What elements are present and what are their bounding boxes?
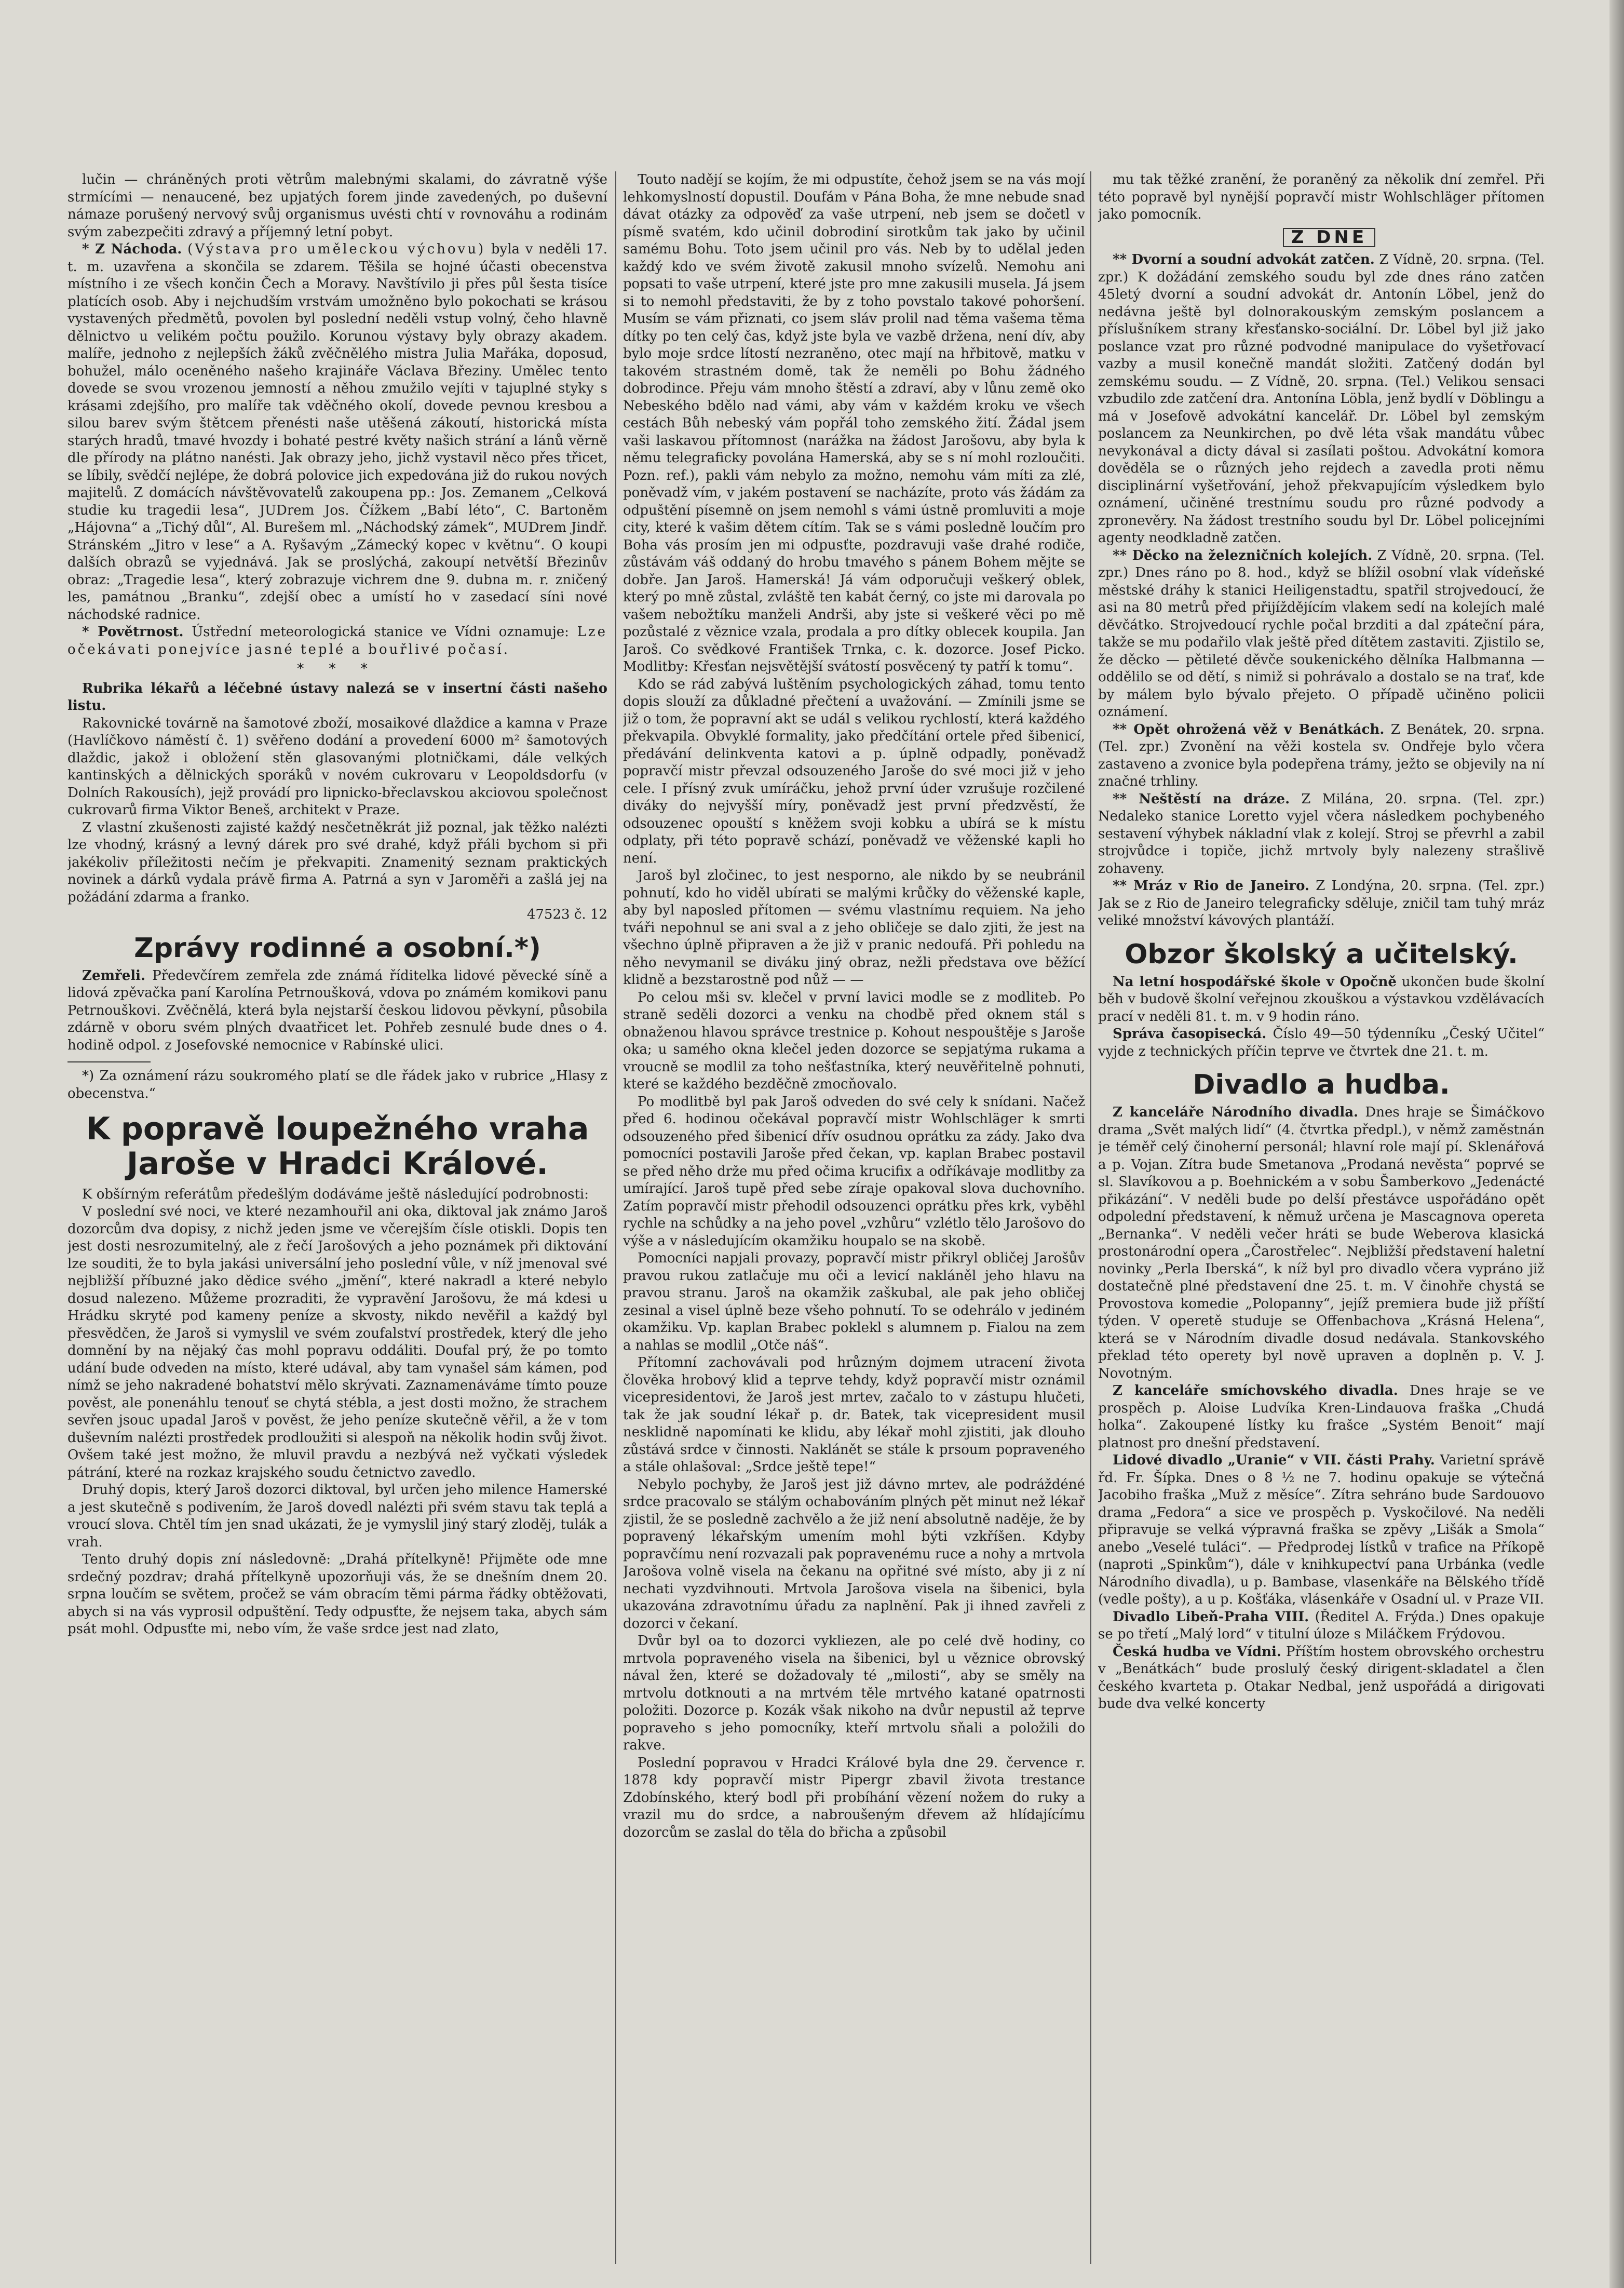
divadlo-lead: Z kanceláře Národního divadla. <box>1113 1105 1359 1121</box>
news-item <box>1098 878 1545 930</box>
news-lead: ** Děcko na železničních kolejích. <box>1113 547 1373 563</box>
news-lead: ** Opět ohrožená věž v Benátkách. <box>1113 721 1385 737</box>
column-right <box>1098 171 1545 2269</box>
news-text: Z Vídně, 20. srpna. (Tel. zpr.) K dožádání zemského soudu byl zde dnes ráno zatčen 45letý dvorní a soudní advokát dr. Antonín Löbel, jenž do nedávna ještě byl dolnorakouským zemským poslancem a příslušníkem strany křesťansko-sociální. Dr. Löbel byl již jako poslance vzat pro různé podvodné manipulace do vyšetřovací vazby a musil konečně mandát složiti. Zatčený dodán byl zemskému soudu. — Z Vídně, 20. srpna. (Tel.) Velikou sensaci vzbudilo zde zatčení dra. Antonína Löbla, jenž bydlí v Döblingu a má v Josefově advokátní kancelář. Dr. Löbel byl zemským poslancem za Neunkirchen, po dvě léta však mandátu vůbec nevykonával a dicty dával si zasílati poštou. Advokátní komora dověděla se o různých jeho rejdech a zavedla proti němu disciplinární vyšetřování, jehož překvapujícím výsledkem bylo oznámení, učiněné trestnímu soudu pro různé podvody a zpronevěry. Na žádost trestního soudu byl Dr. Löbel policejními agenty neodkladně zatčen. <box>1098 252 1545 546</box>
nachod-title: (Výstava pro uměleckou výchovu) <box>187 241 486 257</box>
news-lead: ** Mráz v Rio de Janeiro. <box>1113 878 1310 894</box>
zkusenost-reference: 47523 č. 12 <box>526 907 607 922</box>
jaros-paragraph: Po celou mši sv. klečel v první lavici modle se z modliteb. Po straně seděli dozorci a venku na chodbě před oknem stál s obnaženou hlavou správce trestnice p. Kohout nespouštěje s Jaroše oka; u samého okna klečel jeden dozorce se sepjatýma rukama a vroucně se modlil za toho nešťastníka, který neuvěřitelně pohnuti, které se každého bezděčně zmocňovalo. <box>623 989 1085 1092</box>
column-rule <box>1090 171 1091 2264</box>
jaros-paragraph: Druhý dopis, který Jaroš dozorci diktoval, byl určen jeho milence Hamerské a jest skutečně s podivením, že Jaroš dovedl nalézti při svém stavu tak teplá a vroucí slova. Chtěl tím jen snad ukázati, že je vymyslil jiný starý zloděj, tulák a vrah. <box>67 1482 607 1550</box>
rubrika-notice: Rubrika lékařů a léčebné ústavy nalezá se v insertní části našeho listu. <box>67 680 607 714</box>
jaros-paragraph: Přítomní zachovávali pod hrůzným dojmem utracení života člověka hrobový klid a teprve tehdy, když popravčí mistr oznámil vicepresidentovi, že Jaroš jest mrtev, začalo to v zástupu hlučeti, tak že jak soudní lékař p. dr. Batek, tak vicepresident musil nesklidně napomínati ke klidu, aby lékař mohl zjistiti, jak dlouho zůstává srdce v činnosti. Naklánět se stále k prsoum popraveného a stále ohlašoval: „Srdce ještě tepe!“ <box>623 1355 1085 1475</box>
divadlo-item <box>1098 1104 1545 1382</box>
news-item <box>1098 721 1545 791</box>
divadlo-lead: Česká hudba ve Vídni. <box>1113 1644 1281 1660</box>
jaros-paragraph: Nebylo pochyby, že Jaroš jest již dávno mrtev, ale podráždéné srdce pracovalo se stálým ochabováním plných pět minut než lékař zjistil, že se posledně zachvělo a že již není absolutně naděje, že by popravený lékařským umením mohl býti vzkříšen. Kdyby popravčímu není rozvazali pak popravenému ruce a nohy a mrtvola Jarošova volně visela na čekanu na opřitné své místo, aby ji z ní nechati vyzdvihnouti. Mrtvola Jarošova visela na šibenici, byla ukazována zdravotnímu úřadu za naplnění. Pak ji ihned zavřeli z dozorci v čekaní. <box>623 1476 1085 1632</box>
divadlo-item <box>1098 1644 1545 1713</box>
divadlo-text: Dnes hraje se Šimáčkovo drama „Svět malých lidí“ (4. čtvrtka předpl.), v němž zaměstnán je téměř celý činoherní personál; hlavní role mají pí. Sklenářová a p. Vojan. Zítra bude Smetanova „Prodaná nevěsta“ poprvé se sl. Slavíkovou a p. Boehnickém a v sobu Šamberkovo „Jedenácté přikázání“. V neděli bude po delší přestávce uspořádáno opět odpolední představení, k němuž určena je Mascagnova opereta „Bernanka“. V neděli večer hráti se bude Weberova klasická prostonárodní opera „Čarostřelec“. Nejbližší představení haletní novinky „Perla Iberská“, k níž byl pro divadlo včera vypráno již dostatečně plné představení dne 25. t. m. V činohře chystá se Provostova komedie „Polopanny“, jejíž premiera bude již příští týden. V operetě studuje se Offenbachova „Krásná Helena“, která se v Národním divadle dosud nedávala. Stankovského překlad této operety byl nově upraven a doplněn p. V. J. Novotným. <box>1098 1105 1545 1381</box>
obzor-lead: Správa časopisecká. <box>1113 1026 1267 1042</box>
zpravy-heading: Zprávy rodinné a osobní.*) <box>134 932 541 964</box>
rakovnik-notice: Rakovnické továrně na šamotové zboží, mosaikové dlaždice a kamna v Praze (Havlíčkovo náměstí č. 1) svěřeno dodání a provedení 6000 m² šamotových dlaždic, jakož i obložení stěn glasovanými plotničkami, dále velkých kantinských a dělnických sporáků v novém cukrovaru v Leopoldsdorfu (v Dolních Rakousích), jejž provádí pro lipnicko-břeclavskou akciovou společnost cukrovarů firma Viktor Beneš, architekt v Praze. <box>67 715 607 818</box>
divadlo-lead: Z kanceláře smíchovského divadla. <box>1113 1383 1398 1399</box>
divadlo-item <box>1098 1452 1545 1609</box>
divadlo-text: Dnes hraje se ve prospěch p. Aloise Ludvíka Kren-Lindauova fraška „Chudá holka“. Zakoupené lístky ku frašce „Systém Benoit“ mají platnost pro dnešní představení. <box>1098 1383 1545 1451</box>
divadlo-item <box>1098 1609 1545 1644</box>
zpravy-footnote: *) Za oznámení rázu soukromého platí se dle řádek jako v rubrice „Hlasy z obecenstva.“ <box>67 1068 607 1101</box>
obzor-lead: Na letní hospodářské škole v Opočně <box>1113 974 1397 990</box>
nachod-lead: * Z Náchoda. <box>82 241 182 257</box>
divadlo-text: Příštím hostem obrovského orchestru v „Benátkách“ bude proslulý český dirigent-skladatel a člen českého kvarteta p. Otakar Nedbal, jenž uspořádá a dirigovati bude dva velké koncerty <box>1098 1644 1545 1712</box>
news-item <box>1098 791 1545 878</box>
divadlo-item <box>1098 1382 1545 1452</box>
zkusenost-notice: Z vlastní zkušenosti zajisté každý nesčetněkrát již poznal, jak těžko nalézti lze vhodný, krásný a levný dárek pro své drahé, když přáli bychom si při jakékoliv příležitosti nečím je překvapiti. Znamenitý seznam praktických novinek a dárků vydala právě firma A. Patrná a syn v Jaroměři a zašlá jej na požádání zdarma a franko. <box>67 819 607 905</box>
divadlo-lead: Lidové divadlo „Uranie“ v VII. části Prahy. <box>1113 1452 1435 1469</box>
jaros-paragraph: V poslední své noci, ve které nezamhouřil ani oka, diktoval jak známo Jaroš dozorcům dva dopisy, z nichž jeden jsme ve včerejším čísle otiskli. Dopis ten jest dosti nesrozumitelný, ale z řečí Jarošových a jeho poznámek při diktování lze souditi, že to byla jakási universální jeho poslední vůle, v níž jmenoval své nejbližší příbuzné jako dědice svého „jmění“, které nakradl a které nebylo dosud nalezeno. Můžeme prozraditi, že vypravění Jarošovu, že má kdesi u Hrádku skryté pod kameny peníze a skvosty, nikdo nevěřil a každý byl přesvědčen, že Jaroš si vymyslil ve svém zoufalství prostředek, který dle jeho domnění by na nějaký čas mohl popravu oddáliti. Doufal prý, že po tomto udání bude odveden na místo, které udával, aby tam vynašel sám kámen, pod nímž se jeho nakradené bohatství mělo skrývati. Zaznamenáváme tímto pouze pověst, ale ponenáhlu tenouť se chytá stébla, a jest dosti možno, že strachem sevřen jsouc upadal Jaroš v pověst, že jeho peníze skutečně věřil, a že v tom duševním nalézti prostředek prodloužiti si alespoň na několik hodin svůj život. Ovšem také jest možno, že mluvil pravdu a nezbývá než vyčkati výsledek pátrání, které na rozkaz krajského soudu četnictvo zavedlo. <box>67 1204 607 1481</box>
column-left <box>67 171 607 2269</box>
nachod-text: byla v neděli 17. t. m. uzavřena a skončila se zdarem. Těšila se hojné účasti obecenstva místního i ze všech končin Čech a Moravy. Navštívilo ji přes půl šesta tisíce platících osob. Aby i nejchudším vrstvám umožněno bylo pokochati se krásou vystavených předmětů, povolen byl poslední neděli vstup volný, čeho hlavně dělnictvo u velikém počtu použilo. Korunou výstavy byly obrazy akadem. malíře, jednoho z nejlepších žáků zvěčnělého mistra Julia Mařáka, doposud, bohužel, málo oceněného našeho krajináře Václava Březiny. Umělec tento dovede se svou vrozenou jemností a něhou zmužilo vejíti v tajuplné styky s krásami zdejšího, pro malíře tak vděčného okolí, dovede pevnou kresbou a silou barev svým štětcem přenésti naše utěšená zákoutí, historická místa starých hradů, tmavé hvozdy i bohaté pestré květy našich strání a lánů věrně dle přírody na plátno nanésti. Jak obrazy jeho, jichž vystavil něco přes třicet, se líbily, svědčí nejlépe, že dobrá polovice jich expedována již do rukou nových majitelů. Z domácích návštěvovatelů zakoupena pp.: Jos. Zemanem „Celková studie ku tragedii lesa“, JUDrem Jos. Čížkem „Babí léto“, C. Bartoněm „Hájovna“ a „Tichý důl“, Al. Burešem ml. „Náchodský zámek“, MUDrem Jindř. Stránském „Jitro v lese“ a A. Ryšavým „Zámecký kopec v květnu“. O koupi dalších obrazů se vyjednává. Jak se proslýchá, zakoupí netvětší Březinův obraz: „Tragedie lesa“, který zobrazuje vichrem dne 9. dubna m. r. zničený les, památnou „Branku“, zdejší obec a umístí ho v zasedací síni nové náchodské radnice. <box>67 241 607 623</box>
weather-forecast: Lze očekávati ponejvíce jasné teplé a bouřlivé počasí. <box>67 624 607 657</box>
divadlo-heading: Divadlo a hudba. <box>1193 1069 1450 1101</box>
date-bar-wrap <box>1098 224 1545 252</box>
obzor-item <box>1098 1026 1545 1060</box>
jaros-paragraph: Jaroš byl zločinec, to jest nesporno, ale nikdo by se neubránil pohnutí, kdo ho viděl ubírati se malými krůčky do věženské kaple, aby byl naposled přítomen — svému vlastnímu requiem. Na jeho tváři nepohnul se ani sval a z jeho obličeje se dalo zjiti, že jest na všechno úplně připraven a že již v pranic nedoufá. Při pohledu na něho nevymanil se diváku jiný obraz, nežli představa ove běžící klidně a bezstarostně pod nůž — — <box>623 868 1085 988</box>
divadlo-text: Varietní správě řd. Fr. Šípka. Dnes o 8 ½ ne 7. hodinu opakuje se výtečná Jacobiho fraška „Muž z měsíce“. Zítra sehráno bude Sardouovo drama „Fedora“ a sice ve prospěch p. Vyskočilové. Na neděli připravuje se velká výpravná fraška se zpěvy „Lišák a Smola“ anebo „Veselé tuláci“. — Předprodej lístků v trafice na Příkopě (naproti „Spinkům“), dále v knihkupectví pana Urbánka (vedle Národního divadla), u p. Bambase, vlasenkáře na Bělského třídě (vedle pošty), a u p. Košťáka, vlásenkáře v Osadní ul. v Praze VII. <box>1098 1452 1545 1608</box>
divadlo-text: (Ředitel A. Frýda.) Dnes opakuje se po třetí „Malý lord“ v titulní úloze s Miláčkem Frýdovou. <box>1098 1609 1545 1643</box>
nachod-article <box>67 241 607 624</box>
jaros-paragraph: Dvůr byl oa to dozorci vykliezen, ale po celé dvě hodiny, co mrtvola popraveného visela na šibenici, byl u věznice obrovský nával žen, které se dožadovaly té „milosti“, aby se směly na mrtvolu dotknouti a na mrtvém těle mrtvého katané opatrnosti položiti. Dozorce p. Kozák však nikoho na dvůr nepustil až teprve popraveho s jeho pomocníky, kteří mrtvolu sňali a položili do rakve. <box>623 1633 1085 1753</box>
jaros-continuation: mu tak těžké zranění, že poraněný za několik dní zemřel. Při této popravě byl nynější popravčí mistr Wohlschläger přítomen jako pomocník. <box>1098 172 1545 222</box>
weather-article <box>67 624 607 658</box>
jaros-letter: Touto nadějí se kojím, že mi odpustíte, čehož jsem se na vás mojí lehkomyslností dopustil. Doufám v Pána Boha, že mne nebude snad dávat otázky za odpověď za vaše utrpení, neb jsem se dočetl v písmě svatém, kdo učinil dobrodiní sirotkům tak jako by učinil samému Bohu. Toto jsem učinil pro vás. Neb by to udělal jeden každý kdo ve svém životě zakusil mnoho svízelů. Nemohu ani popsati to vaše utrpení, které jste pro mne zakusili musela. Já jsem si to nemohl představiti, že by z toho povstalo takové pohoršení. Musím se vám přiznati, co jsem sláv prolil nad těma vašema těma dítky po ten celý čas, když jste byla ve vazbě držena, není dív, aby bylo moje srdce lítostí nezraněno, otec mají na hřbitově, matku v takovém strastném domě, tak že neměli po Bohu žádného dobrodince. Přeju vám mnoho štěstí a zdraví, aby v lůnu země oko Nebeského bdělo nad vámi, aby vám v každém kroku ve všech cestách Bůh nebeský vám popřál toho zemského žití. Žádal jsem vaši laskavou přítomnost (narážka na žádost Jarošovu, aby byla k němu telegraficky povolána Hamerská, aby se s ní mohl rozloučiti. Pozn. ref.), pakli vám nebylo za možno, nemohu vám míti za zlé, poněvadž vím, v jakém postavení se nacházíte, proto vás žádám za odpuštění písemně on jsem nemohl s vámi ústně promluviti a moje city, které k vašim dětem cítím. Tak se s vámi posledně loučím pro Boha vás prosím jen mi odpusťte, pozdravuji vaše drahé rodiče, zůstávám váš oddaný do hrobu tmavého s pánem Bohem mějte se dobře. Jan Jaroš. Hamerská! Já vám odporučuji veškerý oblek, který po mně zůstal, zvláště ten kabát černý, co jste mi darovala po vašem nebožtíku manželi Andrši, aby jste si veškeré věci po mě pozůstalé z věznice vzala, prodala a pro dítky oblecek koupila. Jan Jaroš. Co svědkové František Trnka, c. k. dozorce. Josef Picko. Modlitby: Křesťan nejsvětější svátostí posvěcený ty patří k tomu“. <box>623 172 1085 675</box>
news-lead: ** Dvorní a soudní advokát zatčen. <box>1113 252 1375 267</box>
jaros-paragraph: Tento druhý dopis zní následovně: „Drahá přítelkyně! Přijměte ode mne srdečný pozdrav; drahá přítelkyně upozorňuji vás, že se dnešním dnem 20. srpna loučím se světem, pročež se vám obracím těmi párma řádky obtěžovati, abych si na vás vyprosil odpuštění. Tedy odpusťte, že nejsem taka, abych sám psát mohl. Odpusťte mi, nebo vím, že vaše srdce jest nad zlato, <box>67 1552 607 1637</box>
footnote-rule <box>67 1061 151 1062</box>
intro-paragraph: lučin — chráněných proti větrům malebnými skalami, do závratně výše strmícími — nenaucené, bez upjatých forem jinde zavedených, po duševní námaze porušený nervový svůj organismus uvésti chtí v rovnováhu a rodinám svým zabezpečiti zdravý a příjemný letní pobyt. <box>67 172 607 240</box>
dne-heading: Z DNE <box>1283 228 1375 248</box>
jaros-intro: K obšírným referátům předešlým dodáváme ještě následující podrobnosti: <box>82 1186 589 1202</box>
news-text: Z Milána, 20. srpna. (Tel. zpr.) Nedaleko stanice Loretto vyjel včera následkem pochybeného sestavení výhybek nákladní vlak z kolejí. Stroj se převrhl a zabil strojvůdce i topiče, jichž mrtvoly byly nalezeny strašlivě zohaveny. <box>1098 791 1545 877</box>
jaros-paragraph: Kdo se rád zabývá luštěním psychologických záhad, tomu tento dopis slouží za důkladné přečtení a uvažování. — Zmínili jsme se již o tom, že popravní akt se udál s velikou rychlostí, která každého překvapila. Obvyklé formality, jako předčítání ortele před šibenicí, předávání delinkventa katovi a p. úplně odpadly, poněvadž popravčí mistr převzal odsouzeného Jaroše do své moci již v jeho cele. I přísný zvuk umíráčku, jehož první úder vzrušuje rozčilené diváky do nejvyšší míry, poněvadž jest první předzvěstí, že odsouzenec opouští s kněžem svoji kobku a ubírá se k místu odplaty, při této popravě schází, poněvadž ve věženské kapli ho není. <box>623 676 1085 866</box>
column-middle <box>623 171 1085 2269</box>
news-text: Z Londýna, 20. srpna. (Tel. zpr.) Jak se z Rio de Janeiro telegraficky sděluje, zničil tam tuhý mráz veliké množství kávových plantáží. <box>1098 878 1545 928</box>
news-lead: ** Neštěstí na dráze. <box>1113 791 1290 807</box>
zpravy-article <box>67 967 607 1055</box>
obzor-heading: Obzor školský a učitelský. <box>1125 938 1518 970</box>
news-item <box>1098 251 1545 547</box>
news-text: Z Benátek, 20. srpna. (Tel. zpr.) Zvonění na věži kostela sv. Ondřeje bylo včera zastaveno a zvonice byla podepřena trámy, ježto se objevily na ní značné trhliny. <box>1098 721 1545 789</box>
obzor-text: Číslo 49—50 týdenníku „Český Učitel“ vyjde z technických příčin teprve ve čtvrtek dne 21. t. m. <box>1098 1026 1545 1059</box>
jaros-paragraph: Poslední popravou v Hradci Králové byla dne 29. července r. 1878 kdy popravčí mistr Pipergr zbavil života trestance Zdobínského, který bodl při probíhání vězení nožem do ruky a vrazil mu do srdce, a nabroušeným dřevem až hlídajícímu dozorcům se zaslal do těla do břicha a způsobil <box>623 1755 1085 1840</box>
jaros-heading: K popravě loupežného vraha Jaroše v Hradci Králové. <box>86 1111 589 1182</box>
divadlo-lead: Divadlo Libeň-Praha VIII. <box>1113 1609 1309 1625</box>
weather-lead: * Povětrnost. <box>82 624 184 640</box>
obzor-item <box>1098 974 1545 1026</box>
news-text: Z Vídně, 20. srpna. (Tel. zpr.) Dnes ráno po 8. hod., když se blížil osobní vlak vídeňské městské dráhy k stanici Heiligenstadtu, spatřil strojvedoucí, že asi na 80 metrů před přijíždějícím vlakem sedí na kolejích malé děvčátko. Strojvedoucí rychle počal brzditi a dal zpáteční pára, takže se mu podařilo vlak ještě před dítětem zastaviti. Zjistilo se, že děcko — pětileté děvče soukenického dělníka Halbmanna — oddělilo se od dětí, s nimiž si pohrávalo a dostalo se na trať, kde by málem bylo bývalo přejeto. O případě učiněno policii oznámení. <box>1098 547 1545 720</box>
column-rule <box>615 171 616 2264</box>
jaros-paragraph: Po modlitbě byl pak Jaroš odveden do své cely k snídani. Načež před 6. hodinou očekával popravčí mistr Wohlschläger k smrti odsouzeného před šibenicí dřív osudnou oprátku za zády. Jako dva pomocníci postavili Jaroše před čekan, vp. kaplan Brabec postavil se před něho drže mu před očima krucifix a odříkávaje modlitby za umírající. Jaroš tupě před sebe zíraje opakoval slova duchovního. Zatím popravčí mistr přehodil odsouzenci oprátku přes krk, vyběhl rychle na schůdky a na jeho povel „vzhůru“ vzlétlo tělo Jarošovo do výše a v následujícím okamžiku houpalo se na skobě. <box>623 1094 1085 1249</box>
section-divider: * * * <box>297 661 378 677</box>
obzor-text: ukončen bude školní běh v budově školní veřejnou zkouškou a výstavkou vzdělávacích prací v neděli 81. t. m. v 9 hodin ráno. <box>1098 974 1545 1025</box>
weather-text: Ústřední meteorologická stanice ve Vídni oznamuje: <box>192 624 569 640</box>
jaros-paragraph: Pomocníci napjali provazy, popravčí mistr přikryl obličej Jarošův pravou rukou zatlačuje mu oči a levicí nakláněl jeho hlavu na pravou stranu. Jaroš na okamžik zaškubal, ale pak jeho obličej zesinal a visel úplně beze všeho pohnutí. To se odehrálo v jediném okamžiku. Vp. kaplan Brabec poklekl s alumnem p. Fialou na zem a nahlas se modlil „Otče náš“. <box>623 1250 1085 1353</box>
news-item <box>1098 547 1545 721</box>
page-edge-shadow <box>1609 0 1624 2288</box>
zpravy-text: Předevčírem zemřela zde známá říditelka lidové pěvecké síně a lidová zpěvačka paní Karolína Petrnoušková, vdova po známém komikovi panu Petrnouškovi. Zvěčnělá, která byla nejstarší českou lidovou pěvkyní, působila zdárně v oboru svém plných dvaatřicet let. Pohřeb zesnulé bude dnes o 4. hodině odpol. z Josefovské nemocnice v Rabínské ulici. <box>67 967 607 1053</box>
zpravy-lead: Zemřeli. <box>82 967 146 984</box>
